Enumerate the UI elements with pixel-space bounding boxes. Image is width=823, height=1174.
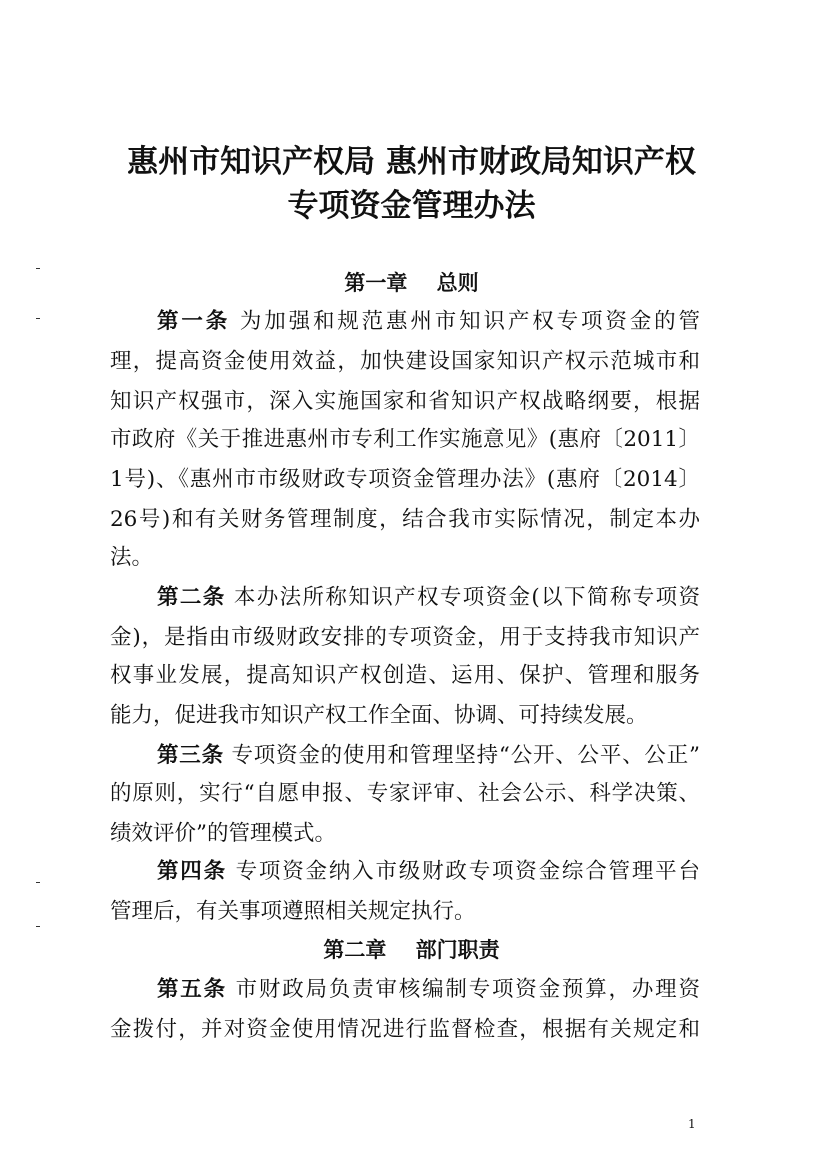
chapter-heading-1: 第一章 总则 [344,271,479,295]
article-2-text: 本办法所称知识产权专项资金(以下简称专项资 [225,585,700,610]
article-5-line-2: 金拨付，并对资金使用情况进行监督检查，根据有关规定和 [110,1017,700,1042]
article-1-line-3: 知识产权强市，深入实施国家和省知识产权战略纲要，根据 [110,389,700,414]
article-1-label: 第一条 [157,309,231,334]
article-2-line-4: 能力，促进我市知识产权工作全面、协调、可持续发展。 [110,703,648,728]
article-1-line-6: 26号)和有关财务管理制度，结合我市实际情况，制定本办 [110,507,700,532]
margin-mark [36,882,40,883]
article-5-line-1 [157,975,700,1005]
article-1-text: 为加强和规范惠州市知识产权专项资金的管 [230,309,700,334]
article-3-text: 专项资金的使用和管理坚持“公开、公平、公正” [223,743,700,768]
article-5-label: 第五条 [157,977,227,1002]
article-3-line-1 [157,741,700,771]
chapter-heading-2: 第二章 部门职责 [323,938,500,962]
article-3-line-3: 绩效评价”的管理模式。 [110,821,336,846]
article-4-line-2: 管理后，有关事项遵照相关规定执行。 [110,899,476,924]
margin-mark [36,926,40,927]
article-4-line-1 [157,857,700,887]
article-1-line-2: 理，提高资金使用效益，加快建设国家知识产权示范城市和 [110,349,700,374]
article-5-text: 市财政局负责审核编制专项资金预算，办理资 [226,977,700,1002]
article-1-line-5: 1号)、《惠州市市级财政专项资金管理办法》(惠府〔2014〕 [110,467,700,492]
article-3-line-2: 的原则，实行“自愿申报、专家评审、社会公示、科学决策、 [110,781,700,806]
article-2-line-1 [157,583,700,613]
document-title-line-1: 惠州市知识产权局 惠州市财政局知识产权 [127,144,696,180]
page-number: 1 [688,1117,696,1131]
article-3-label: 第三条 [157,743,224,768]
article-2-label: 第二条 [157,585,226,610]
article-4-label: 第四条 [157,859,227,884]
article-1-line-7: 法。 [110,545,154,570]
article-4-text: 专项资金纳入市级财政专项资金综合管理平台 [226,859,700,884]
article-2-line-3: 权事业发展，提高知识产权创造、运用、保护、管理和服务 [110,663,700,688]
article-1-line-4: 市政府《关于推进惠州市专利工作实施意见》(惠府〔2011〕 [110,427,700,452]
article-1-line-1 [157,307,700,337]
article-2-line-2: 金)，是指由市级财政安排的专项资金，用于支持我市知识产 [110,625,700,650]
document-title-line-2: 专项资金管理办法 [287,188,536,224]
margin-mark [36,318,40,319]
